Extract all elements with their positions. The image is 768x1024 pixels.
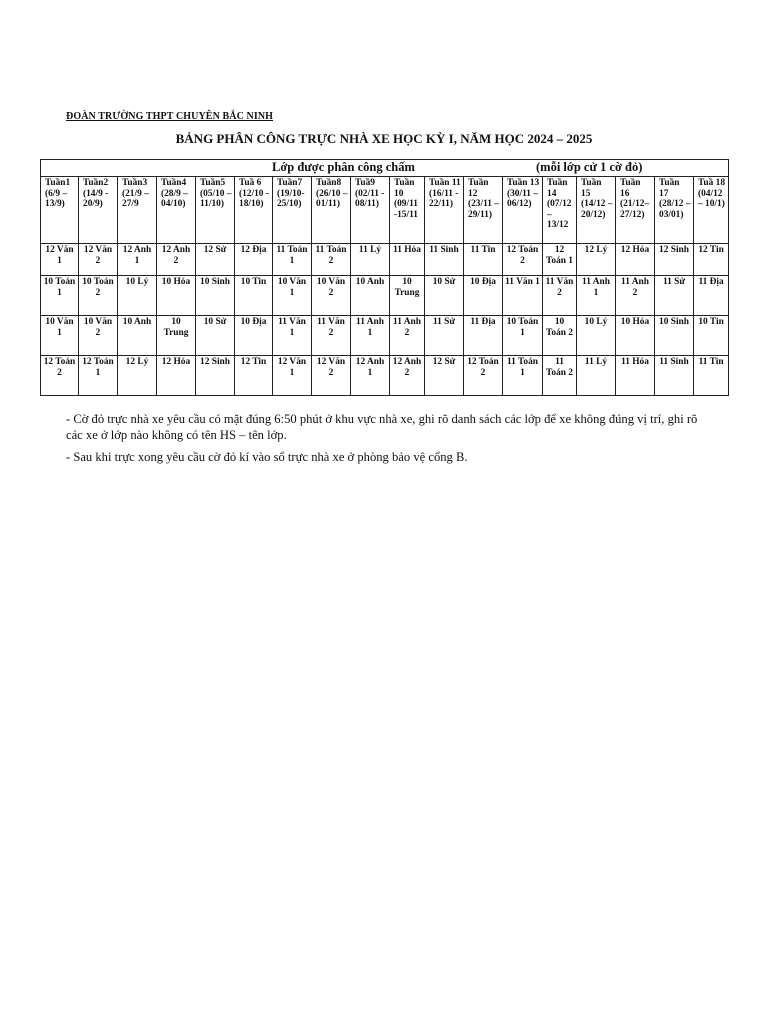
class-cell: 11 Hóa [616, 356, 655, 396]
class-cell: 11 Lý [577, 356, 616, 396]
class-cell: 12 Toán 1 [543, 244, 577, 276]
class-cell: 10 Toán 2 [543, 316, 577, 356]
class-cell: 10 Toán 2 [79, 276, 118, 316]
class-cell: 12 Anh 1 [351, 356, 390, 396]
class-cell: 11 Toán 1 [503, 356, 543, 396]
duty-schedule-table [40, 159, 729, 396]
class-cell: 10 Văn 1 [273, 276, 312, 316]
week-header-row [41, 177, 729, 244]
organization-name: ĐOÀN TRƯỜNG THPT CHUYÊN BẮC NINH [66, 111, 274, 122]
class-cell: 12 Sử [196, 244, 235, 276]
week-header-cell: Tuần8 (26/10 – 01/11) [312, 177, 351, 244]
class-cell: 12 Toán 2 [464, 356, 503, 396]
class-cell: 11 Văn 2 [312, 316, 351, 356]
week-header-cell: Tuần 14 (07/12 – 13/12 [543, 177, 577, 244]
week-header-cell: Tuần 11 (16/11 - 22/11) [425, 177, 464, 244]
instruction-note: - Cờ đỏ trực nhà xe yêu cầu có mặt đúng 6:50 phút ở khu vực nhà xe, ghi rõ danh sách các lớp để xe không đúng vị trí, ghi rõ các xe ở lớp nào không có tên HS – tên lớp. [66, 412, 698, 442]
class-cell: 12 Văn 1 [273, 356, 312, 396]
class-cell: 12 Văn 2 [79, 244, 118, 276]
week-header-cell: Tuần 10 (09/11 -15/11 [390, 177, 425, 244]
week-header-cell: Tuần 15 (14/12 – 20/12) [577, 177, 616, 244]
instruction-note: - Sau khi trực xong yêu cầu cờ đỏ kí vào sổ trực nhà xe ở phòng bảo vệ cổng B. [66, 450, 468, 464]
class-cell: 12 Hóa [616, 244, 655, 276]
class-cell: 11 Sử [425, 316, 464, 356]
class-cell: 12 Sinh [196, 356, 235, 396]
class-cell: 11 Hóa [390, 244, 425, 276]
class-cell: 10 Sinh [655, 316, 694, 356]
table-row [41, 276, 729, 316]
class-cell: 10 Hóa [616, 316, 655, 356]
class-cell: 10 Địa [235, 316, 273, 356]
document-title: BẢNG PHÂN CÔNG TRỰC NHÀ XE HỌC KỲ I, NĂM HỌC 2024 – 2025 [175, 131, 593, 146]
class-cell: 10 Trung [157, 316, 196, 356]
banner-assigned-classes: Lớp được phân công chấm [272, 160, 415, 174]
week-header-cell: Tuần3 (21/9 – 27/9 [118, 177, 157, 244]
class-cell: 12 Hóa [157, 356, 196, 396]
class-cell: 11 Anh 2 [390, 316, 425, 356]
class-cell: 11 Văn 1 [273, 316, 312, 356]
class-cell: 11 Sinh [655, 356, 694, 396]
week-header-cell: Tuần 16 (21/12– 27/12) [616, 177, 655, 244]
week-header-cell: Tuần4 (28/9 – 04/10) [157, 177, 196, 244]
week-header-cell: Tuần 17 (28/12 – 03/01) [655, 177, 694, 244]
class-cell: 12 Anh 1 [118, 244, 157, 276]
week-header-cell: Tuần2 (14/9 - 20/9) [79, 177, 118, 244]
class-cell: 12 Lý [577, 244, 616, 276]
week-header-cell: Tuần5 (05/10 – 11/10) [196, 177, 235, 244]
class-cell: 11 Anh 2 [616, 276, 655, 316]
class-cell: 11 Địa [694, 276, 729, 316]
class-cell: 12 Địa [235, 244, 273, 276]
week-header-cell: Tuần7 (19/10- 25/10) [273, 177, 312, 244]
class-cell: 11 Anh 1 [577, 276, 616, 316]
class-cell: 10 Sử [425, 276, 464, 316]
class-cell: 10 Sinh [196, 276, 235, 316]
class-cell: 12 Văn 1 [41, 244, 79, 276]
class-cell: 11 Tin [464, 244, 503, 276]
table-row [41, 356, 729, 396]
class-cell: 10 Địa [464, 276, 503, 316]
class-cell: 10 Hóa [157, 276, 196, 316]
class-cell: 12 Toán 1 [79, 356, 118, 396]
class-cell: 12 Tin [694, 244, 729, 276]
class-cell: 12 Anh 2 [390, 356, 425, 396]
week-header-cell: Tuầ9 (02/11 - 08/11) [351, 177, 390, 244]
class-cell: 11 Sử [655, 276, 694, 316]
class-cell: 10 Tin [694, 316, 729, 356]
class-cell: 11 Toán 2 [543, 356, 577, 396]
table-row [41, 244, 729, 276]
class-cell: 12 Sinh [655, 244, 694, 276]
class-cell: 10 Văn 1 [41, 316, 79, 356]
class-cell: 10 Văn 2 [312, 276, 351, 316]
class-cell: 10 Tin [235, 276, 273, 316]
week-header-cell: Tuần 12 (23/11 – 29/11) [464, 177, 503, 244]
class-cell: 10 Anh [118, 316, 157, 356]
class-cell: 12 Toán 2 [41, 356, 79, 396]
class-cell: 11 Toán 2 [312, 244, 351, 276]
week-header-cell: Tuần1 (6/9 – 13/9) [41, 177, 79, 244]
class-cell: 11 Văn 1 [503, 276, 543, 316]
class-cell: 11 Tin [694, 356, 729, 396]
class-cell: 10 Lý [118, 276, 157, 316]
class-cell: 11 Anh 1 [351, 316, 390, 356]
class-cell: 11 Sinh [425, 244, 464, 276]
class-cell: 11 Văn 2 [543, 276, 577, 316]
class-cell: 10 Sử [196, 316, 235, 356]
banner-one-per-class: (mỗi lớp cử 1 cờ đỏ) [536, 160, 643, 174]
class-cell: 12 Lý [118, 356, 157, 396]
class-cell: 12 Sử [425, 356, 464, 396]
class-cell: 10 Trung [390, 276, 425, 316]
table-row [41, 316, 729, 356]
class-cell: 11 Lý [351, 244, 390, 276]
class-cell: 10 Văn 2 [79, 316, 118, 356]
class-cell: 12 Văn 2 [312, 356, 351, 396]
class-cell: 12 Tin [235, 356, 273, 396]
class-cell: 10 Toán 1 [503, 316, 543, 356]
table-banner-row [41, 160, 729, 177]
week-header-cell: Tuầ 18 (04/12 – 10/1) [694, 177, 729, 244]
week-header-cell: Tuần 13 (30/11 – 06/12) [503, 177, 543, 244]
class-cell: 12 Anh 2 [157, 244, 196, 276]
week-header-cell: Tuầ 6 (12/10 - 18/10) [235, 177, 273, 244]
instructions [66, 411, 706, 471]
table-banner-cell [41, 160, 729, 177]
class-cell: 10 Anh [351, 276, 390, 316]
class-cell: 11 Toán 1 [273, 244, 312, 276]
class-cell: 10 Lý [577, 316, 616, 356]
class-cell: 11 Địa [464, 316, 503, 356]
class-cell: 12 Toán 2 [503, 244, 543, 276]
class-cell: 10 Toán 1 [41, 276, 79, 316]
